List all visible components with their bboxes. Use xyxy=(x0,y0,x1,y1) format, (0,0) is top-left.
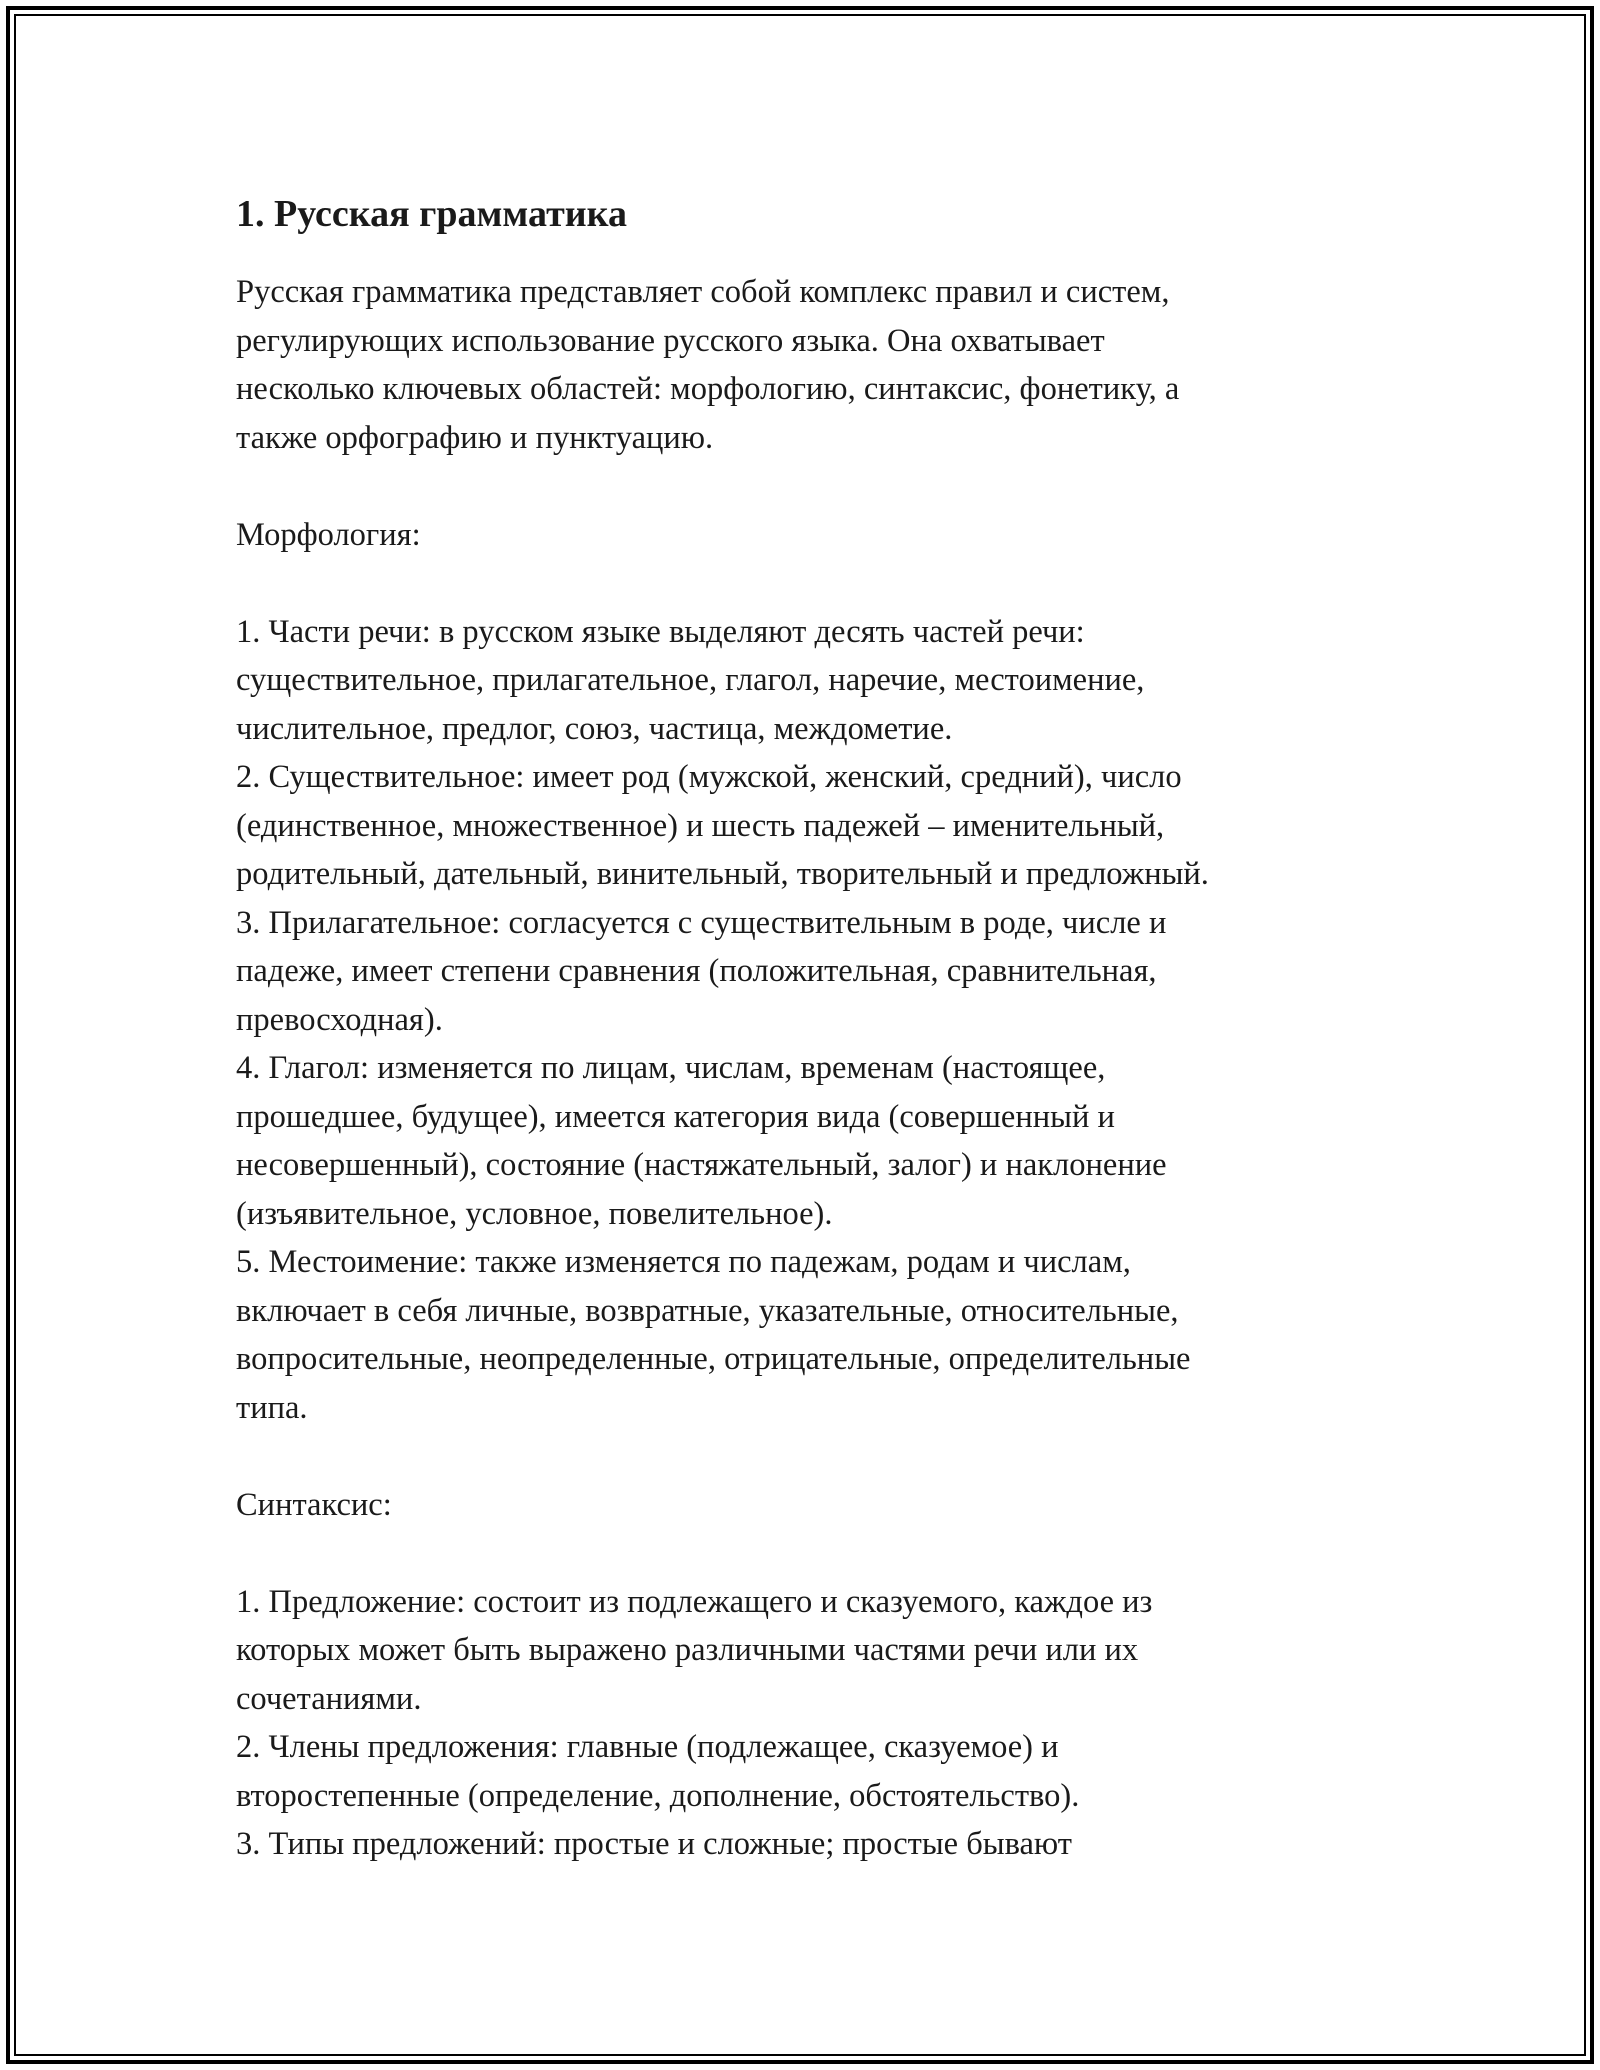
spacer xyxy=(236,462,1376,511)
morphology-item-2: 2. Существительное: имеет род (мужской, женский, средний), число (единственное, множественное) и шесть падежей – именительный, родительный, дательный, винительный, творительный и предложный. xyxy=(236,759,1209,892)
intro-paragraph: Русская грамматика представляет собой комплекс правил и систем, регулирующих использование русского языка. Она охватывает несколько ключевых областей: морфологию, синтаксис, фонетику, а также орфографию и пунктуацию. xyxy=(236,274,1180,456)
document-title: 1. Русская грамматика xyxy=(236,193,627,235)
spacer xyxy=(236,559,1376,608)
syntax-item-2: 2. Члены предложения: главные (подлежащее, сказуемое) и второстепенные (определение, дополнение, обстоятельство). xyxy=(236,1729,1080,1814)
syntax-item-3: 3. Типы предложений: простые и сложные; простые бывают xyxy=(236,1826,1072,1862)
spacer xyxy=(236,1432,1376,1481)
morphology-item-1: 1. Части речи: в русском языке выделяют десять частей речи: существительное, прилагательное, глагол, наречие, местоимение, числительное, предлог, союз, частица, междометие. xyxy=(236,613,1145,747)
spacer xyxy=(236,1529,1376,1578)
syntax-heading: Синтаксис: xyxy=(236,1486,392,1523)
syntax-item-1: 1. Предложение: состоит из подлежащего и сказуемого, каждое из которых может быть выражено различными частями речи или их сочетаниями. xyxy=(236,1583,1153,1717)
morphology-item-4: 4. Глагол: изменяется по лицам, числам, временам (настоящее, прошедшее, будущее), имеется категория вида (совершенный и несовершенный), состояние (настяжательный, залог) и наклонение (изъявительное, условное, повелительное). xyxy=(236,1050,1167,1232)
document-page xyxy=(236,190,1376,1869)
morphology-item-5: 5. Местоимение: также изменяется по падежам, родам и числам, включает в себя личные, возвратные, указательные, относительные, вопросительные, неопределенные, отрицательные, определительные типа. xyxy=(236,1244,1191,1426)
morphology-item-3: 3. Прилагательное: согласуется с существительным в роде, числе и падеже, имеет степени сравнения (положительная, сравнительная, превосходная). xyxy=(236,904,1167,1038)
morphology-heading: Морфология: xyxy=(236,516,421,553)
